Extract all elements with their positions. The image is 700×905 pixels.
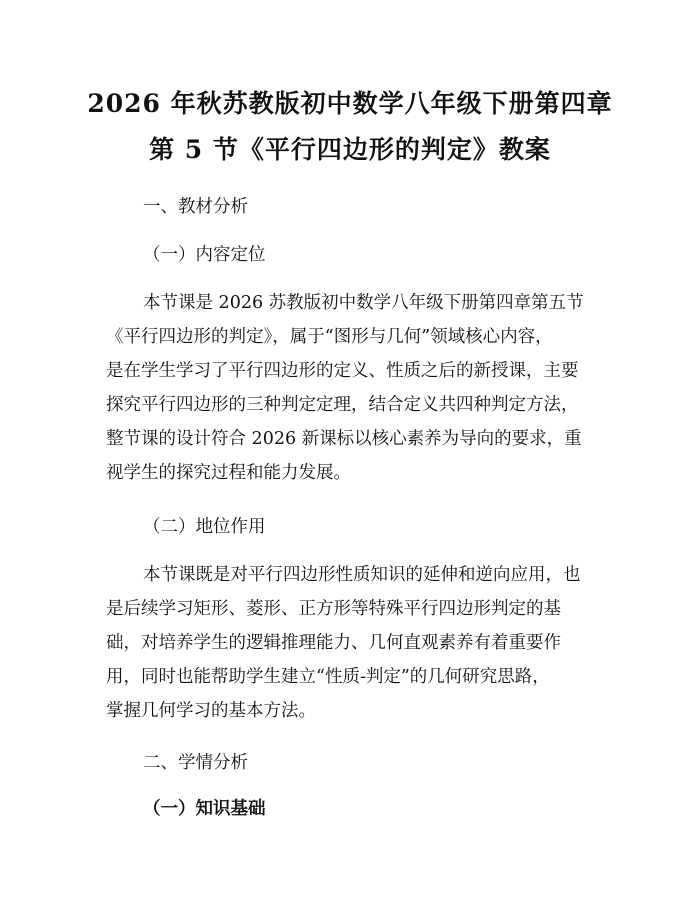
paragraph-line: 本节课既是对平行四边形性质知识的延伸和逆向应用，也 bbox=[143, 565, 581, 585]
paragraph-line: 掌握几何学习的基本方法。 bbox=[106, 701, 316, 721]
paragraph-line: 视学生的探究过程和能力发展。 bbox=[106, 463, 351, 483]
subsection-heading-knowledge-basis: （一）知识基础 bbox=[143, 799, 266, 819]
section-heading-textbook-analysis: 一、教材分析 bbox=[143, 197, 248, 217]
paragraph-line: 是后续学习矩形、菱形、正方形等特殊平行四边形判定的基 bbox=[106, 599, 561, 619]
paragraph-line: 是在学生学习了平行四边形的定义、性质之后的新授课，主要 bbox=[106, 361, 579, 381]
paragraph-line: 础，对培养学生的逻辑推理能力、几何直观素养有着重要作 bbox=[106, 633, 561, 653]
paragraph-line: 探究平行四边形的三种判定定理，结合定义共四种判定方法， bbox=[106, 395, 579, 415]
section-heading-student-analysis: 二、学情分析 bbox=[143, 753, 248, 773]
subsection-heading-content-positioning: （一）内容定位 bbox=[143, 245, 266, 265]
paragraph-line: 用，同时也能帮助学生建立“性质-判定”的几何研究思路， bbox=[106, 667, 550, 687]
document-title-line-2: 第 5 节《平行四边形的判定》教案 bbox=[149, 135, 551, 164]
subsection-heading-status-role: （二）地位作用 bbox=[143, 517, 266, 537]
paragraph-line: 《平行四边形的判定》，属于“图形与几何”领域核心内容， bbox=[106, 327, 553, 347]
document-title-line-1: 2026 年秋苏教版初中数学八年级下册第四章 bbox=[87, 89, 613, 118]
paragraph-line: 本节课是 2026 苏教版初中数学八年级下册第四章第五节 bbox=[143, 293, 584, 313]
paragraph-line: 整节课的设计符合 2026 新课标以核心素养为导向的要求，重 bbox=[106, 429, 582, 449]
